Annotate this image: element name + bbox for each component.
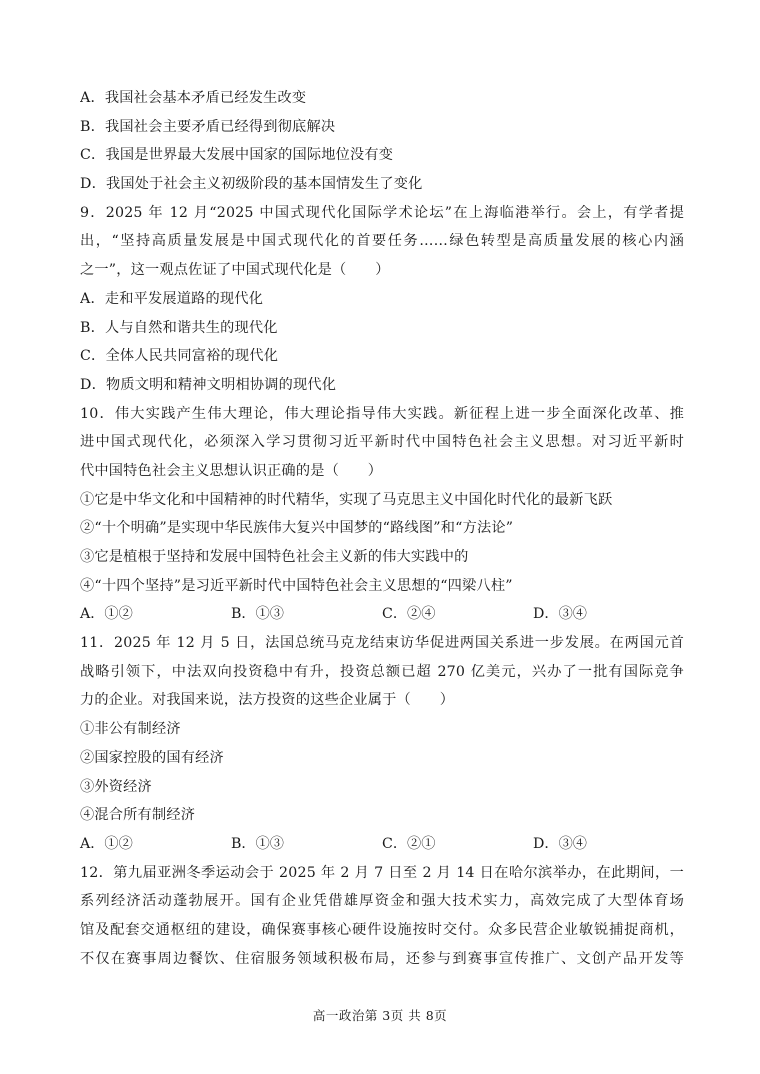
q9-option-d: D．物质文明和精神文明相协调的现代化 [80, 376, 337, 393]
q10-stem-line-3: 代中国特色社会主义思想认识正确的是（ ） [80, 462, 383, 479]
q11-stem-line-1: 11．2025 年 12 月 5 日，法国总统马克龙结束访华促进两国关系进一步发展。在两国元首 [80, 635, 684, 652]
q8-option-a: A．我国社会基本矛盾已经发生改变 [80, 90, 307, 106]
question-8-options [80, 84, 684, 199]
q11-stem-line-3: 力的企业。对我国来说，法方投资的这些企业属于（ ） [80, 692, 455, 709]
q10-stem-line-1: 10．伟大实践产生伟大理论，伟大理论指导伟大实践。新征程上进一步全面深化改革、推 [80, 405, 684, 422]
q11-statement-1: ①非公有制经济 [80, 721, 181, 738]
q10-statement-3: ③它是植根于坚持和发展中国特色社会主义新的伟大实践中的 [80, 549, 469, 565]
q9-stem-line-2: 出，“坚持高质量发展是中国式现代化的首要任务……绿色转型是高质量发展的核心内涵 [80, 233, 684, 250]
q10-choice-a: A．①② [80, 606, 133, 623]
q12-stem-line-2: 系列经济活动蓬勃展开。国有企业凭借雄厚资金和强大技术实力，高效完成了大型体育场 [80, 893, 684, 910]
q11-stem-line-2: 战略引领下，中法双向投资稳中有升，投资总额已超 270 亿美元，兴办了一批有国际竞争 [80, 663, 684, 680]
q12-stem-line-3: 馆及配套交通枢纽的建设，确保赛事核心硬件设施按时交付。众多民营企业敏锐捕捉商机， [80, 921, 684, 938]
q11-statement-3: ③外资经济 [80, 778, 152, 795]
q12-stem-line-1: 12．第九届亚洲冬季运动会于 2025 年 2 月 7 日至 2 月 14 日在哈尔滨举办，在此期间，一 [80, 864, 684, 881]
q10-choice-b: B．①③ [231, 606, 284, 623]
q11-choice-c: C．②① [382, 835, 436, 852]
q10-choice-c: C．②④ [382, 606, 436, 623]
q8-option-c: C．我国是世界最大发展中国家的国际地位没有变 [80, 147, 394, 164]
page-footer: 高一政治第 3页 共 8页 [312, 1008, 448, 1023]
question-11 [80, 629, 684, 859]
q11-statement-4: ④混合所有制经济 [80, 807, 196, 824]
q10-statement-4: ④“十四个坚持”是习近平新时代中国特色社会主义思想的“四梁八柱” [80, 577, 513, 594]
q11-choice-b: B．①③ [231, 835, 284, 852]
q10-choices [80, 600, 684, 629]
q8-option-b: B．我国社会主要矛盾已经得到彻底解决 [80, 118, 336, 135]
question-10 [80, 400, 684, 630]
q10-stem-line-2: 进中国式现代化，必须深入学习贯彻习近平新时代中国特色社会主义思想。对习近平新时 [80, 434, 684, 451]
q12-stem-line-4: 不仅在赛事周边餐饮、住宿服务领域积极布局，还参与到赛事宣传推广、文创产品开发等 [80, 950, 684, 967]
q8-option-d: D．我国处于社会主义初级阶段的基本国情发生了变化 [80, 176, 423, 193]
q9-option-a: A．走和平发展道路的现代化 [80, 290, 264, 307]
question-9 [80, 199, 684, 400]
q10-statement-1: ①它是中华文化和中国精神的时代精华，实现了马克思主义中国化时代化的最新飞跃 [80, 491, 613, 508]
q11-choice-a: A．①② [80, 835, 133, 852]
question-12 [80, 859, 684, 974]
q9-option-b: B．人与自然和谐共生的现代化 [80, 319, 278, 336]
q11-choices [80, 830, 684, 859]
q11-choice-d: D．③④ [533, 835, 587, 852]
q11-statement-2: ②国家控股的国有经济 [80, 749, 224, 766]
q9-option-c: C．全体人民共同富裕的现代化 [80, 348, 279, 365]
q9-stem-line-3: 之一”，这一观点佐证了中国式现代化是（ ） [80, 262, 390, 279]
page-content [80, 84, 684, 973]
q9-stem-line-1: 9．2025 年 12 月“2025 中国式现代化国际学术论坛”在上海临港举行。会上，有学者提 [80, 204, 684, 221]
q10-choice-d: D．③④ [533, 606, 587, 623]
q10-statement-2: ②“十个明确”是实现中华民族伟大复兴中国梦的“路线图”和“方法论” [80, 520, 514, 537]
